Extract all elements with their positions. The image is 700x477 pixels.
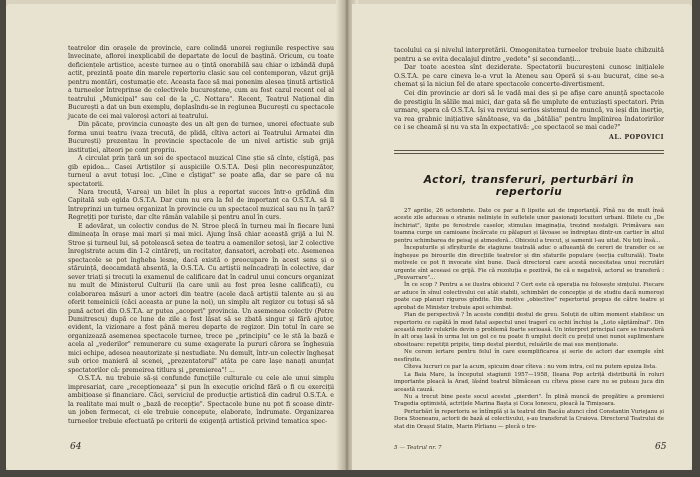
paragraph: La Baia Mare, la începutul stagiunii 1957—1958, Ileana Pop actriță distribuită în roluri importante pleacă la Arad, lăsînd teatrul bîlmăcean cu cîteva piese care nu se puteau juca din această cauză.: [394, 371, 664, 393]
page-number-left: 64: [70, 442, 82, 452]
page-number-right: 65: [655, 442, 667, 452]
right-page: [352, 4, 692, 470]
paragraph: Cîteva lucruri ce par la acum, spicuim doar cîteva : nu vom intra, cel nu putem epuiza lista.: [404, 364, 657, 371]
bottom-edge: [0, 470, 700, 477]
paragraph: 27 aprilie, 26 octombrie. Date ce par a fi lipsite azi de importanță. Pînă nu de mult însă aceste zile aduceau o stranie neliniște în sufletele unor pasionați locuitori urbani. Bilete cu „De închiriat", lipite pe ferestrele caselor, stimulau imaginația, trezind nostalgii. Primăvara sau toamna curge un camioane încărcate cu pălapuri și lăvoase se îndreptau dintr-un cartier în altul pentru schimbarea de peisaj și atmosferă... Obiceiul a trecut, și samenii l-au uitat. Nu toți însă...: [394, 208, 664, 244]
left-page: [6, 4, 342, 470]
article-title: Actori, transferuri, perturbări în repertoriu: [423, 174, 635, 198]
paragraph: Cei din provincie ar dori să le vadă mai des și pe afișe care anunță spectacole de prestigiu în sălile mai mici, dar gata să fie umplute de entuziaști spectatori. Prin urmare, spera că O.S.T.A. își va revizui serios sistemul de muncă, va ieși din inerție, va rea grabnic inițiative sănătoase, va da „bătălia" pentru împlinirea îndatoririlor ce i se cheamă și nu va sta în expectativă: „ce spectacol se mai cade?": [394, 89, 664, 132]
paragraph: O.S.T.A. nu trebuie să-și confunde funcțiile culturale cu cele ale unui simplu impresariat, care „recepționeaza" și pun în execuție oricînd fără o fi cu exerciții ambițioase și financiare. Căci, serviciul de producție artistică din cadrul O.S.T.A. e la realitate mai mult o „bază de recepție". Spectacole bune nu pot fi scoase dintr-un joben fermecat, ci ele trebuie concepute, elaborate, îndrumate. Organizarea turneelor trebuie efectuată pe criterii de exigență artistică privind tematica spec-: [68, 375, 334, 425]
paragraph: În ce scop ? Pentru a se ilustra obiceiul ? Cert este că operația nu folosește simțului. Fiecare ar aduce în sînul colectivului cei atât stabili, schimbări de concepție și de studiu dacă numeroși poate cap planuri riguros gîndite. Din motive „obiective" repertoriul propus de către teatre și aprobat de Minister trebuie apoi schimbat.: [394, 282, 664, 311]
section-divider: [394, 150, 664, 151]
left-page-text: [68, 45, 334, 426]
right-edge: [692, 0, 700, 477]
right-page-top-text: [394, 47, 664, 143]
paragraph: teatrelor din orașele de provincie, care colindă unorei regiunile respective sau învecinate, aflorei inexplicabil de departate de locul de baștină. Oricum, cu toate deficiențele artistice, aceste turnee au o țintă onorabilă sau chiar o izbândă după actit, prezintă poate din marele repertoriu clasic sau cel contemporan, văzut grijă pentru montări, costumație etc. Aceasta face să mai ponenim alesea ținută artistică a turneelor întreprinse de colectivele bucureștene, cum au fost cazul recent cel al teatrului „Municipal" sau cel de la „C. Nottara". Recent, Teatrul Național din București a dat un bun exemplu, deplasîndu-se in regiunea București cu spectacole jucate de cei mai valoroși actori ai teatrului.: [68, 45, 334, 120]
paragraph: Dar toate acestea sînt deziderate. Spectatorii bucureșteni cunosc inițialele O.S.T.A. pe care cineva le-a vrut la Ateneu sau Operă și s-au bucurat, cine se-a chemat și la niciun fel de atare spectacole concerte-divertisment.: [394, 64, 664, 89]
paragraph: Din păcate, provincia cunoaște des un alt gen de turnee, unorei efectuate sub forma unui teatru (vaza trecută, de plidă, cîtiva actori ai Teatrului Armatei din București) prezentau în provincie spectacole de un nivel artistic sub grijă instituției, alteori pe cont propriu.: [68, 121, 334, 154]
paragraph: tacolului ca și nivelul interpretării. Omogenitatea turneelor trebuie luate chibzuită pentru a se evita decalajul dintre „vedete" și secondanți...: [394, 47, 664, 63]
section-divider-secondary: [394, 153, 664, 154]
paragraph: Începuturile și sfîrșiturile de stagiune teatrală aduc o aflueanță de cereri de transfer ce se îngheșue pe birourile din direcțiile teatrelor și din sfaturile populare (secția culturală). Toate motivele ce pot fi invocate sînt bune. Dacă directorul care acestă necesitatea unui recrutări urgente sînt aceeasi ce grijă. Fie că rezoluția e pozitivă, fie că e negativă, actorul se transferă : „Peuvarrare"...: [394, 245, 664, 281]
paragraph: Plan de perspectivă ? În aceste condiții destul de greu. Soluții de ultim moment stabilesc un repertoriu ce capătă în mod fatal aspectul unei tragerî cu ochii închiși la „Loto săptămînal". Din această motiv relukrile devin o problemă foarte serioasă. Un interpret principal care se transferă în alt oraș lasă în urma lui un gol ce nu poate fi umplut decît cu prețul unei nunoi suplimentare obositoare: repetiții pripite, timp destul pierdut, reluările de mai sus menționate.: [394, 312, 664, 348]
paragraph: A circulat prin țară un soi de spectacol muzical Cine știe să cînte, cîștigă, pas gib epidoa... Casei Artiștilor și auspiciile O.S.T.A. Deși plin necorespunzător, turneul a avut totuși loc. „Cine e cîștigat" se poate afla, dar se pare că nu spectatorii.: [68, 155, 334, 188]
paragraph: Nu a trecut bine peste socul acestei „pierderi". În plină muncă de pregătire a premierei Tragedia optimistă, actrițele Marina Bașta și Coca Ionescu, pleacă la Timișoara.: [394, 393, 664, 408]
right-page-article-text: [394, 208, 664, 431]
paragraph: E adevărat, un colectiv condus de N. Stroe plecă în turneu mai în fiecare luni dimineața în orașe mai mari și mai mici. Ajung însă chiar această grijă a lui N. Stroe și turneul lui, să potolească setea de teatru a oamenilor setoși, iar 2 colective înregistrate acum din 1-2 cintăreți, un recitator, dansatori, acrobați etc. Asemenea spectacole se pot îngheba lesne, dacă există o preocupare în acest sens și o stăruință, deocamdată absentă, la O.S.T.A. Cu artiștii neîncadrați în colective, dar sever triați și trecuți la examenul de calificare dat în cadrul unui concurs organizat nu mult de Ministerul Culturii (la care unii au fost prea lesne calificați), cu colaborarea măsuri a unor actori din teatre (acele dacă artiștii talente au și au oferit temeinicii (căci aceasta ar pune la noi), un simplu alt regizor cu totuși să să pună actori din O.S.T.A. ar putea „acoperi" provincia. Un asemenea colectiv (Petre Dumitrescu) după ce lune de zile a fost lăsat să se zbată singur și fără ajutor, evident, la vizionare a fost până mereu departe de regizor. Din totul în care se organizează asemenea spectacole turnee, trece pe „principiu" ce le stă la bază e acela al „vederilor" remunerare cu sume exagerate la pururi cărora se înghesuia mici echipe, adesea neautorizate și nestudiate. Nu demult, într-un colectiv îngheșat sub orice manieră al scenei, „prezentatorul" atâta pe care lașe nanați anunțat spectatorilor că: premeirea titlura și „premierea"! ...: [68, 222, 334, 374]
paragraph: Nara trecută, V-area) un bilet în plus a reportat succes într-o grădină din Capitală sub egida O.S.T.A. Dar cum nu era la fel de important ca O.S.T.A. să îl întreprinzi un turneu organizat în provincie cu un spectacol muzical sau nu în țară? Regrețiți por turiste, dar cîte rămân valabile și pentru anul în curs.: [68, 188, 334, 222]
paragraph: Ne cerem iertare pentru felul în care exemplificarea și serie de actori dar exemple sînt nesfîrșite.: [394, 349, 664, 363]
paragraph: Perturbări în repertoriu se întîmplă și la teatrul din Bacău atunci cînd Constantin Vuriejanu și Dora Stoeneanu, actorii de bază al colectivului, s-au transferat la Craiova. Directorul Teatrului de stat din Orașul Stalin, Marin Pîrlianu — plecă o tre-: [394, 408, 664, 430]
author-signature: AL. POPOVICI: [609, 133, 664, 141]
footer-signature-mark: 5 — Teatrul nr. 7: [394, 445, 442, 451]
